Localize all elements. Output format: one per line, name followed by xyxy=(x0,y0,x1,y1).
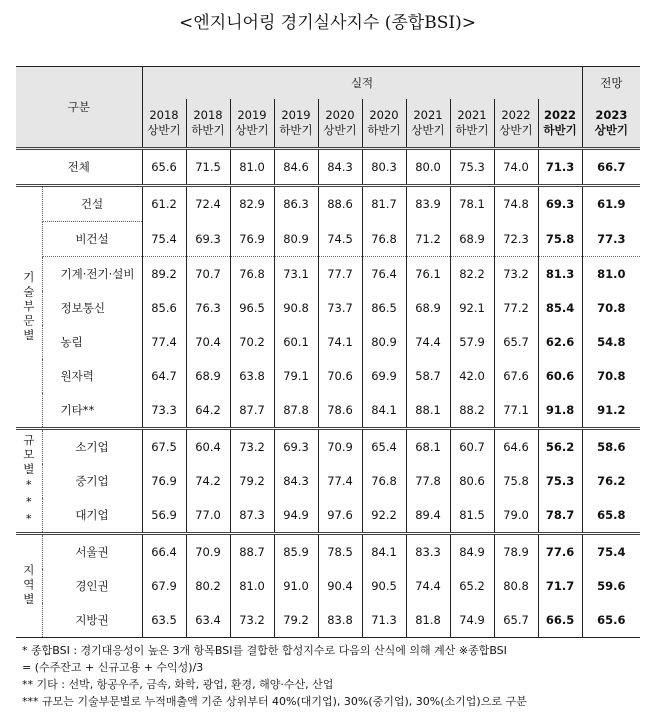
bsi-table xyxy=(16,66,640,638)
value-cell: 81.0 xyxy=(230,569,274,603)
value-cell: 88.1 xyxy=(406,393,450,429)
value-cell: 68.1 xyxy=(406,429,450,465)
value-cell: 80.9 xyxy=(362,325,406,359)
value-cell: 70.9 xyxy=(318,429,362,465)
value-cell: 74.4 xyxy=(406,569,450,603)
period-half: 하반기 xyxy=(279,123,313,137)
value-cell: 70.9 xyxy=(186,534,230,570)
value-cell: 70.8 xyxy=(582,291,640,325)
period-header xyxy=(582,99,640,149)
value-cell: 72.4 xyxy=(186,186,230,222)
value-cell: 78.6 xyxy=(318,393,362,429)
period-year: 2021 xyxy=(413,108,443,122)
value-cell: 76.2 xyxy=(582,464,640,498)
row-label: 원자력 xyxy=(42,359,142,393)
period-year: 2023 xyxy=(595,108,628,122)
period-half: 상반기 xyxy=(499,123,533,137)
value-cell: 77.6 xyxy=(538,534,582,570)
period-half: 상반기 xyxy=(411,123,445,137)
value-cell: 78.9 xyxy=(494,534,538,570)
value-cell: 63.4 xyxy=(186,603,230,638)
value-cell: 67.5 xyxy=(142,429,186,465)
value-cell: 71.7 xyxy=(538,569,582,603)
value-cell: 66.5 xyxy=(538,603,582,638)
value-cell: 81.5 xyxy=(450,498,494,534)
value-cell: 70.2 xyxy=(230,325,274,359)
value-cell: 80.3 xyxy=(362,149,406,186)
value-cell: 79.0 xyxy=(494,498,538,534)
value-cell: 72.3 xyxy=(494,222,538,257)
period-header xyxy=(274,99,318,149)
value-cell: 81.7 xyxy=(362,186,406,222)
period-year: 2020 xyxy=(325,108,355,122)
value-cell: 77.1 xyxy=(494,393,538,429)
table-row xyxy=(16,603,640,638)
value-cell: 78.7 xyxy=(538,498,582,534)
value-cell: 84.6 xyxy=(274,149,318,186)
row-label: 기타** xyxy=(42,393,142,429)
table-title: <엔지니어링 경기실사지수 (종합BSI)> xyxy=(179,13,476,33)
row-label: 건설 xyxy=(42,186,142,222)
period-header xyxy=(362,99,406,149)
value-cell: 68.9 xyxy=(186,359,230,393)
value-cell: 64.2 xyxy=(186,393,230,429)
table-row xyxy=(16,359,640,393)
value-cell: 54.8 xyxy=(582,325,640,359)
value-cell: 77.4 xyxy=(142,325,186,359)
value-cell: 69.3 xyxy=(538,186,582,222)
value-cell: 80.8 xyxy=(494,569,538,603)
value-cell: 77.3 xyxy=(582,222,640,257)
value-cell: 84.1 xyxy=(362,393,406,429)
value-cell: 59.6 xyxy=(582,569,640,603)
table-row xyxy=(16,534,640,570)
value-cell: 60.1 xyxy=(274,325,318,359)
value-cell: 88.7 xyxy=(230,534,274,570)
value-cell: 77.0 xyxy=(186,498,230,534)
value-cell: 56.9 xyxy=(142,498,186,534)
value-cell: 80.6 xyxy=(450,464,494,498)
value-cell: 76.8 xyxy=(230,257,274,292)
value-cell: 60.7 xyxy=(450,429,494,465)
row-label: 대기업 xyxy=(42,498,142,534)
value-cell: 70.6 xyxy=(318,359,362,393)
value-cell: 81.8 xyxy=(406,603,450,638)
value-cell: 65.7 xyxy=(494,603,538,638)
value-cell: 88.2 xyxy=(450,393,494,429)
row-label: 기계·전기·설비 xyxy=(42,257,142,292)
value-cell: 66.7 xyxy=(582,149,640,186)
table-row xyxy=(16,291,640,325)
value-cell: 65.7 xyxy=(494,325,538,359)
period-half: 하반기 xyxy=(543,123,577,137)
row-label: 전체 xyxy=(67,160,90,174)
table-row xyxy=(16,464,640,498)
value-cell: 76.4 xyxy=(362,257,406,292)
value-cell: 70.8 xyxy=(582,359,640,393)
value-cell: 74.2 xyxy=(186,464,230,498)
value-cell: 61.9 xyxy=(582,186,640,222)
period-year: 2018 xyxy=(193,108,223,122)
value-cell: 87.8 xyxy=(274,393,318,429)
value-cell: 90.4 xyxy=(318,569,362,603)
value-cell: 73.2 xyxy=(494,257,538,292)
value-cell: 68.9 xyxy=(406,291,450,325)
value-cell: 77.7 xyxy=(318,257,362,292)
value-cell: 89.4 xyxy=(406,498,450,534)
value-cell: 76.1 xyxy=(406,257,450,292)
period-header xyxy=(450,99,494,149)
table-row xyxy=(16,257,640,292)
group-label: 지역별 xyxy=(16,534,42,638)
period-half: 하반기 xyxy=(191,123,225,137)
period-header xyxy=(142,99,186,149)
row-label: 농림 xyxy=(42,325,142,359)
table-row xyxy=(16,498,640,534)
value-cell: 73.7 xyxy=(318,291,362,325)
row-label: 지방권 xyxy=(42,603,142,638)
value-cell: 94.9 xyxy=(274,498,318,534)
period-header xyxy=(230,99,274,149)
value-cell: 71.3 xyxy=(362,603,406,638)
value-cell: 64.6 xyxy=(494,429,538,465)
row-label: 중기업 xyxy=(42,464,142,498)
value-cell: 76.9 xyxy=(230,222,274,257)
value-cell: 74.5 xyxy=(318,222,362,257)
value-cell: 75.3 xyxy=(538,464,582,498)
value-cell: 69.3 xyxy=(274,429,318,465)
value-cell: 65.6 xyxy=(582,603,640,638)
period-half: 상반기 xyxy=(323,123,357,137)
period-year: 2022 xyxy=(544,108,577,122)
value-cell: 65.2 xyxy=(450,569,494,603)
value-cell: 71.5 xyxy=(186,149,230,186)
value-cell: 71.3 xyxy=(538,149,582,186)
value-cell: 64.7 xyxy=(142,359,186,393)
value-cell: 77.2 xyxy=(494,291,538,325)
value-cell: 85.9 xyxy=(274,534,318,570)
value-cell: 74.9 xyxy=(450,603,494,638)
value-cell: 65.4 xyxy=(362,429,406,465)
value-cell: 69.3 xyxy=(186,222,230,257)
value-cell: 84.9 xyxy=(450,534,494,570)
period-header xyxy=(538,99,582,149)
value-cell: 69.9 xyxy=(362,359,406,393)
period-half: 하반기 xyxy=(367,123,401,137)
value-cell: 97.6 xyxy=(318,498,362,534)
value-cell: 84.3 xyxy=(274,464,318,498)
period-year: 2018 xyxy=(149,108,179,122)
value-cell: 78.5 xyxy=(318,534,362,570)
period-header xyxy=(318,99,362,149)
value-cell: 86.3 xyxy=(274,186,318,222)
value-cell: 42.0 xyxy=(450,359,494,393)
value-cell: 82.2 xyxy=(450,257,494,292)
value-cell: 81.0 xyxy=(582,257,640,292)
row-label: 경인권 xyxy=(42,569,142,603)
value-cell: 79.2 xyxy=(274,603,318,638)
value-cell: 67.9 xyxy=(142,569,186,603)
value-cell: 79.1 xyxy=(274,359,318,393)
value-cell: 80.2 xyxy=(186,569,230,603)
value-cell: 70.7 xyxy=(186,257,230,292)
value-cell: 92.1 xyxy=(450,291,494,325)
group-label: 기술부문별 xyxy=(16,186,42,429)
period-half: 상반기 xyxy=(235,123,269,137)
value-cell: 85.4 xyxy=(538,291,582,325)
value-cell: 84.1 xyxy=(362,534,406,570)
value-cell: 78.1 xyxy=(450,186,494,222)
value-cell: 70.4 xyxy=(186,325,230,359)
period-year: 2022 xyxy=(501,108,531,122)
footnote: ** 기타 : 선박, 항공우주, 금속, 화학, 광업, 환경, 해양·수산, 산업 xyxy=(22,678,334,691)
value-cell: 58.6 xyxy=(582,429,640,465)
table-row xyxy=(16,429,640,465)
value-cell: 79.2 xyxy=(230,464,274,498)
value-cell: 60.4 xyxy=(186,429,230,465)
value-cell: 76.8 xyxy=(362,464,406,498)
value-cell: 91.2 xyxy=(582,393,640,429)
period-header xyxy=(406,99,450,149)
value-cell: 86.5 xyxy=(362,291,406,325)
header-forecast: 전망 xyxy=(582,67,640,100)
period-year: 2019 xyxy=(237,108,267,122)
value-cell: 75.4 xyxy=(582,534,640,570)
table-row xyxy=(16,186,640,222)
value-cell: 63.8 xyxy=(230,359,274,393)
value-cell: 71.2 xyxy=(406,222,450,257)
value-cell: 90.5 xyxy=(362,569,406,603)
value-cell: 96.5 xyxy=(230,291,274,325)
row-label: 정보통신 xyxy=(42,291,142,325)
period-header xyxy=(494,99,538,149)
value-cell: 73.2 xyxy=(230,429,274,465)
value-cell: 91.8 xyxy=(538,393,582,429)
value-cell: 57.9 xyxy=(450,325,494,359)
period-year: 2021 xyxy=(457,108,487,122)
footnote: *** 규모는 기술부문별로 누적매출액 기준 상위부터 40%(대기업), 30%(중기업), 30%(소기업)으로 구분 xyxy=(22,695,527,708)
value-cell: 75.8 xyxy=(494,464,538,498)
period-half: 상반기 xyxy=(594,123,628,137)
row-label: 소기업 xyxy=(42,429,142,465)
value-cell: 77.8 xyxy=(406,464,450,498)
footnote: = (수주잔고 + 신규고용 + 수익성)/3 xyxy=(22,661,204,674)
value-cell: 88.6 xyxy=(318,186,362,222)
value-cell: 60.6 xyxy=(538,359,582,393)
value-cell: 56.2 xyxy=(538,429,582,465)
value-cell: 75.3 xyxy=(450,149,494,186)
period-header xyxy=(186,99,230,149)
value-cell: 73.2 xyxy=(230,603,274,638)
footnotes xyxy=(22,642,642,710)
value-cell: 76.9 xyxy=(142,464,186,498)
table-row xyxy=(16,393,640,429)
value-cell: 73.1 xyxy=(274,257,318,292)
value-cell: 68.9 xyxy=(450,222,494,257)
header-actual: 실적 xyxy=(142,67,582,100)
value-cell: 89.2 xyxy=(142,257,186,292)
row-label: 비건설 xyxy=(42,222,142,257)
footnote: * 종합BSI : 경기대응성이 높은 3개 항목BSI를 결합한 합성지수로 다음의 산식에 의해 계산 ※종합BSI xyxy=(22,644,507,657)
value-cell: 92.2 xyxy=(362,498,406,534)
value-cell: 87.7 xyxy=(230,393,274,429)
value-cell: 61.2 xyxy=(142,186,186,222)
value-cell: 74.8 xyxy=(494,186,538,222)
table-row xyxy=(16,222,640,257)
value-cell: 62.6 xyxy=(538,325,582,359)
value-cell: 84.3 xyxy=(318,149,362,186)
value-cell: 83.8 xyxy=(318,603,362,638)
value-cell: 80.0 xyxy=(406,149,450,186)
period-year: 2020 xyxy=(369,108,399,122)
value-cell: 74.0 xyxy=(494,149,538,186)
value-cell: 80.9 xyxy=(274,222,318,257)
value-cell: 85.6 xyxy=(142,291,186,325)
value-cell: 76.3 xyxy=(186,291,230,325)
value-cell: 67.6 xyxy=(494,359,538,393)
value-cell: 74.4 xyxy=(406,325,450,359)
value-cell: 77.4 xyxy=(318,464,362,498)
value-cell: 82.9 xyxy=(230,186,274,222)
value-cell: 75.8 xyxy=(538,222,582,257)
table-row xyxy=(16,325,640,359)
table-row xyxy=(16,569,640,603)
value-cell: 91.0 xyxy=(274,569,318,603)
value-cell: 90.8 xyxy=(274,291,318,325)
value-cell: 87.3 xyxy=(230,498,274,534)
value-cell: 65.6 xyxy=(142,149,186,186)
value-cell: 66.4 xyxy=(142,534,186,570)
period-year: 2019 xyxy=(281,108,311,122)
value-cell: 83.3 xyxy=(406,534,450,570)
row-label: 서울권 xyxy=(42,534,142,570)
header-group-label: 구분 xyxy=(16,67,142,149)
period-half: 하반기 xyxy=(455,123,489,137)
group-label: 규모별*** xyxy=(16,429,42,534)
value-cell: 65.8 xyxy=(582,498,640,534)
value-cell: 58.7 xyxy=(406,359,450,393)
value-cell: 63.5 xyxy=(142,603,186,638)
value-cell: 76.8 xyxy=(362,222,406,257)
value-cell: 74.1 xyxy=(318,325,362,359)
value-cell: 81.0 xyxy=(230,149,274,186)
value-cell: 73.3 xyxy=(142,393,186,429)
period-half: 상반기 xyxy=(147,123,181,137)
value-cell: 81.3 xyxy=(538,257,582,292)
value-cell: 83.9 xyxy=(406,186,450,222)
value-cell: 75.4 xyxy=(142,222,186,257)
